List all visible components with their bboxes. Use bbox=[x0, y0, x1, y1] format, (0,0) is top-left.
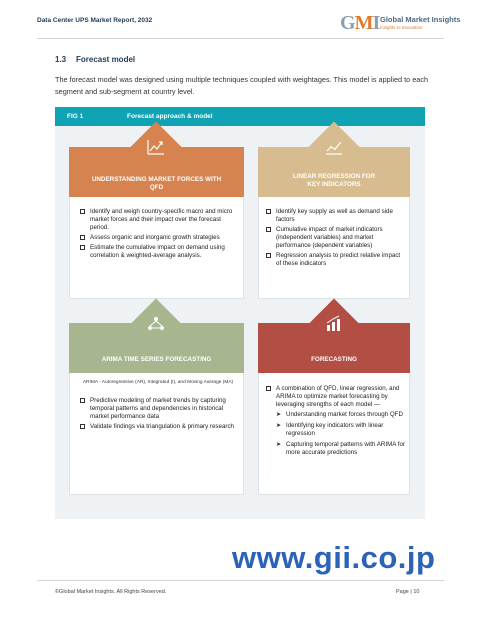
list-item: Identify key supply as well as demand side factors bbox=[266, 208, 406, 224]
arrow-right-icon: ➤ bbox=[276, 412, 282, 418]
card-forecasting-list bbox=[266, 385, 406, 460]
checkbox-icon bbox=[266, 386, 271, 391]
report-title: Data Center UPS Market Report, 2032 bbox=[37, 17, 153, 24]
figure-label: FIG 1 bbox=[67, 113, 84, 120]
card-qfd-title: UNDERSTANDING MARKET FORCES WITH QFD bbox=[91, 176, 222, 191]
card-forecasting-title: FORECASTING bbox=[311, 356, 357, 363]
header-divider bbox=[37, 38, 444, 39]
logo-mark: GMI bbox=[340, 12, 380, 34]
list-item: Estimate the cumulative impact on demand using correlation & weighted-average analysis. bbox=[80, 244, 238, 260]
logo-tagline: Insights to Innovation bbox=[380, 25, 423, 30]
checkbox-icon bbox=[80, 398, 85, 403]
card-regression-title: LINEAR REGRESSION FOR KEY INDICATORS bbox=[292, 173, 376, 188]
card-forecasting-sublist bbox=[276, 411, 406, 457]
logo-name: Global Market Insights bbox=[380, 15, 461, 24]
checkbox-icon bbox=[80, 245, 85, 250]
checkbox-icon bbox=[266, 209, 271, 214]
section-title: Forecast model bbox=[76, 55, 136, 64]
network-people-icon bbox=[145, 313, 167, 335]
figure-caption-bar bbox=[55, 107, 425, 126]
arrow-right-icon: ➤ bbox=[276, 442, 282, 448]
section-intro: The forecast model was designed using multiple techniques coupled with weightages. This model is applied to each segment and sub-segment at country level. bbox=[55, 75, 429, 96]
trend-line-icon bbox=[323, 136, 345, 158]
footer-divider bbox=[37, 580, 444, 581]
list-item: Identify and weigh country-specific macro and micro market forces and their impact over the forecast period. bbox=[80, 208, 238, 232]
list-item: A combination of QFD, linear regression, and ARIMA to optimize market forecasting by leveraging strengths of each model — ➤ Understanding market forces through QFD ➤ Identifying key indicators with linear regression ➤ Capturing temporal patterns with ARIMA for more accurate predictions bbox=[266, 385, 406, 457]
bar-chart-icon bbox=[323, 313, 345, 335]
checkbox-icon bbox=[80, 424, 85, 429]
list-item: Cumulative impact of market indicators (independent variables) and market performance (dependent variables) bbox=[266, 226, 406, 250]
card-arima-title: ARIMA TIME SERIES FORECASTING bbox=[101, 356, 212, 363]
checkbox-icon bbox=[266, 227, 271, 232]
figure-title: Forecast approach & model bbox=[127, 113, 213, 120]
chart-growth-icon bbox=[145, 136, 167, 158]
checkbox-icon bbox=[266, 253, 271, 258]
list-item: Validate findings via triangulation & primary research bbox=[80, 423, 238, 431]
card-qfd-list bbox=[80, 208, 238, 262]
list-item: Assess organic and inorganic growth strategies bbox=[80, 234, 238, 242]
section-heading bbox=[55, 55, 135, 64]
footer-copyright: ©Global Market Insights. All Rights Reserved. bbox=[55, 589, 167, 595]
list-item: Predictive modeling of market trends by capturing temporal patterns and dependencies in historical market performance data bbox=[80, 397, 238, 421]
checkbox-icon bbox=[80, 209, 85, 214]
section-number: 1.3 bbox=[55, 55, 67, 64]
sub-list-item: ➤ Capturing temporal patterns with ARIMA for more accurate predictions bbox=[276, 441, 405, 456]
card-arima-note: ARIMA - Autoregressive (AR), Integrated (I), and Moving Average (MA) bbox=[82, 380, 234, 385]
footer-page-number: Page | 10 bbox=[396, 589, 420, 595]
card-arima-list bbox=[80, 397, 238, 433]
sub-list-item: ➤ Identifying key indicators with linear regression bbox=[276, 422, 384, 437]
card-regression-list bbox=[266, 208, 406, 270]
gmi-logo bbox=[340, 12, 461, 36]
checkbox-icon bbox=[80, 235, 85, 240]
list-item: Regression analysis to predict relative impact of these indicators bbox=[266, 252, 406, 268]
arrow-right-icon: ➤ bbox=[276, 423, 282, 429]
watermark: www.gii.co.jp bbox=[232, 540, 436, 575]
sub-list-item: ➤ Understanding market forces through QFD bbox=[276, 411, 403, 418]
